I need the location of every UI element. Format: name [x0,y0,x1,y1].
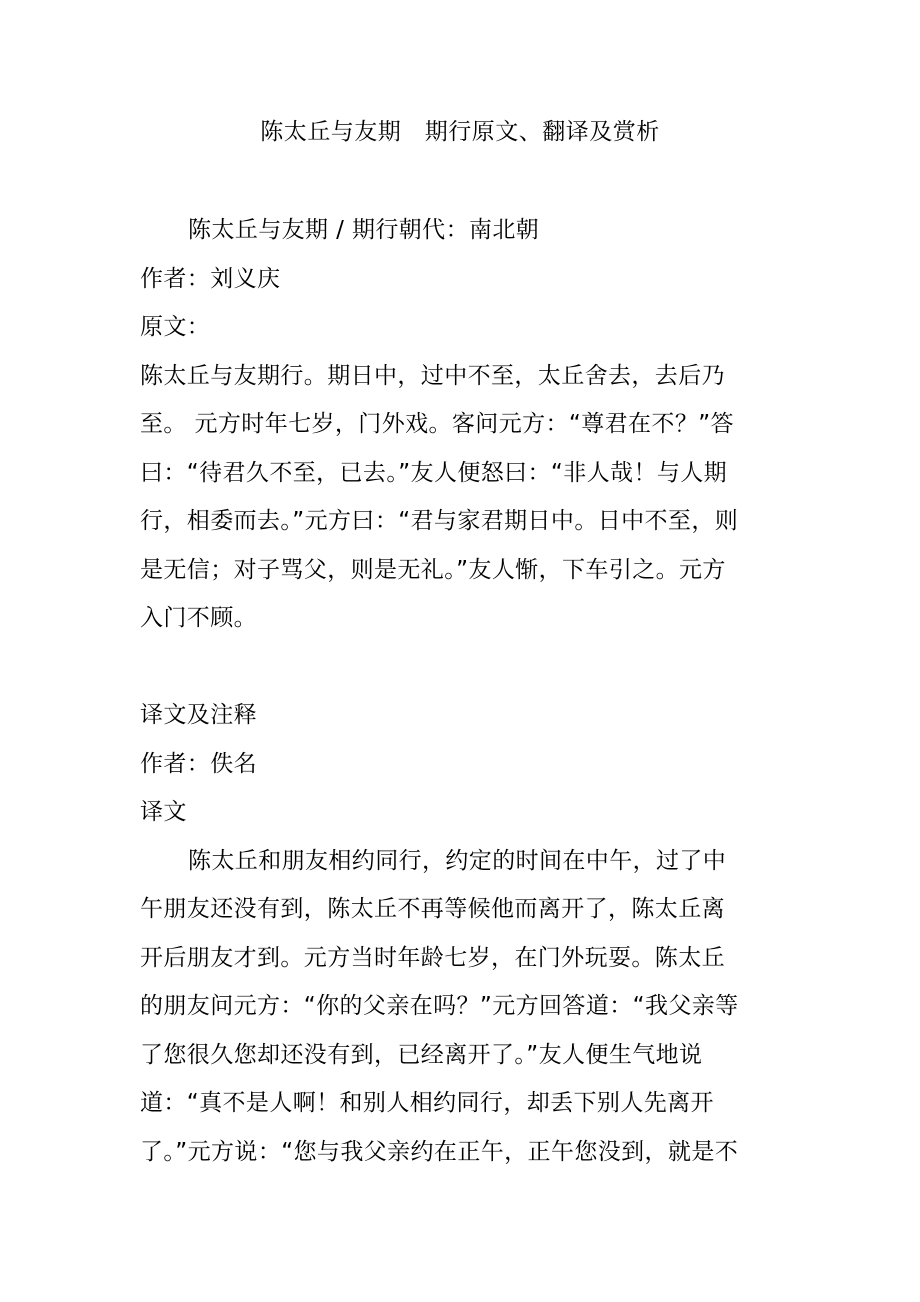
original-heading: 原文： [140,314,211,340]
translation-text-line: 陈太丘和朋友相约同行，约定的时间在中午，过了中 [188,847,727,874]
translation-author: 作者：佚名 [140,750,257,777]
author-line: 作者：刘义庆 [140,265,281,292]
original-text-line: 陈太丘与友期行。期日中，过中不至，太丘舍去，去后乃 [140,362,725,389]
original-text-line: 至。 元方时年七岁，门外戏。客问元方：“尊君在不？”答 [140,411,734,437]
translation-text-line: 道：“真不是人啊！和别人相约同行，却丢下别人先离开 [140,1090,714,1116]
translation-text [140,837,780,1177]
document-body [140,206,780,1176]
translation-label: 译文 [140,799,187,825]
page-title: 陈太丘与友期 期行原文、翻译及赏析 [260,119,660,145]
translation-text-line: 的朋友问元方：“你的父亲在吗？”元方回答道：“我父亲等 [140,993,739,1019]
translation-text-line: 了。”元方说：“您与我父亲约在正午，正午您没到，就是不 [140,1138,739,1165]
original-text-line: 行，相委而去。”元方曰：“君与家君期日中。日中不至，则 [140,508,739,534]
translation-heading: 译文及注释 [140,702,257,728]
translation-text-line: 了您很久您却还没有到，已经离开了。”友人便生气地说 [140,1041,703,1068]
original-text [140,352,780,643]
subtitle-line: 陈太丘与友期 / 期行朝代：南北朝 [188,217,540,243]
original-text-line: 曰：“待君久不至，已去。”友人便怒曰：“非人哉！与人期 [140,459,728,486]
original-text-line: 是无信；对子骂父，则是无礼。”友人惭，下车引之。元方 [140,556,726,583]
translation-text-line: 开后朋友才到。元方当时年龄七岁，在门外玩耍。陈太丘 [140,944,725,971]
section-gap [140,643,780,692]
original-text-line: 入门不顾。 [140,605,257,631]
translation-text-line: 午朋友还没有到，陈太丘不再等候他而离开了，陈太丘离 [140,896,725,922]
